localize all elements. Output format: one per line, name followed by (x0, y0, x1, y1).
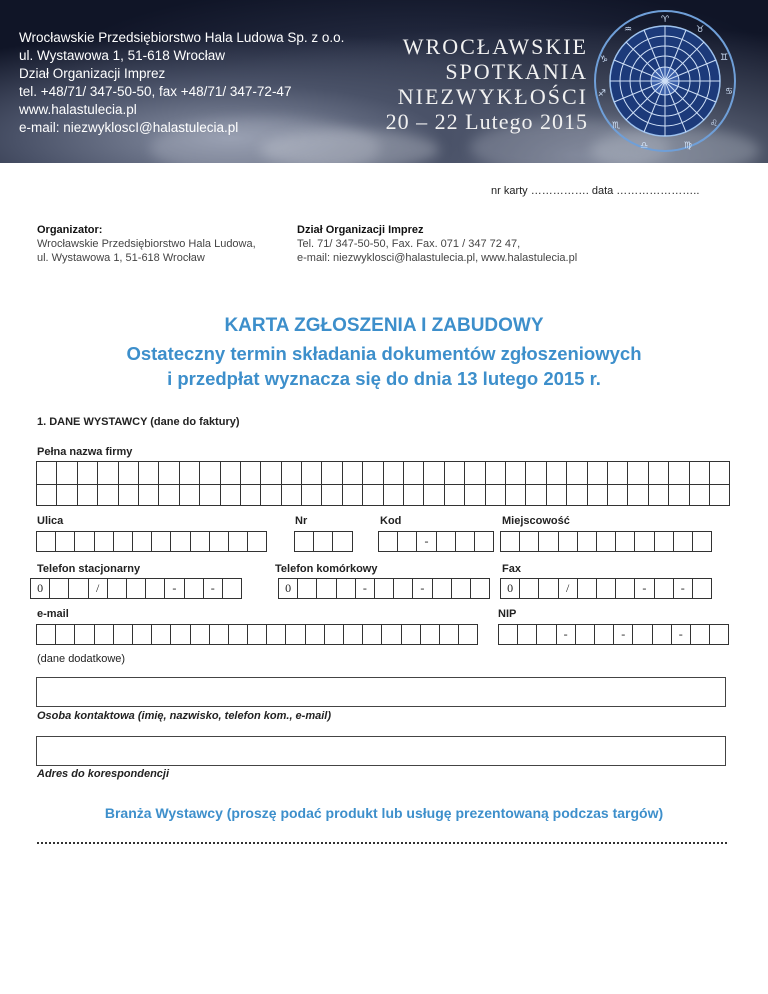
grid-cell[interactable]: / (89, 579, 108, 598)
grid-cell[interactable] (261, 483, 281, 505)
landline-grid[interactable] (30, 578, 242, 599)
organizer-contact-block (19, 29, 344, 137)
grid-cell[interactable] (57, 462, 77, 484)
grid-cell[interactable] (180, 483, 200, 505)
event-title-line: SPOTKANIA (445, 59, 588, 84)
header-banner (0, 0, 768, 163)
grid-cell[interactable] (669, 483, 689, 505)
grid-cell[interactable] (597, 579, 616, 598)
grid-cell[interactable] (567, 462, 587, 484)
grid-cell[interactable] (363, 625, 382, 644)
svg-text:♉: ♉ (695, 25, 705, 35)
grid-cell[interactable] (302, 462, 322, 484)
svg-text:♊: ♊ (719, 53, 729, 63)
grid-cell[interactable] (526, 462, 546, 484)
contact-person-field[interactable] (36, 736, 726, 766)
grid-cell[interactable] (690, 462, 710, 484)
grid-cell[interactable] (433, 579, 452, 598)
grid-cell[interactable] (608, 462, 628, 484)
grid-cell[interactable] (520, 579, 539, 598)
grid-cell[interactable] (114, 532, 133, 551)
grid-cell[interactable] (608, 483, 628, 505)
grid-cell[interactable] (95, 625, 114, 644)
grid-cell[interactable] (306, 625, 325, 644)
grid-cell[interactable] (75, 625, 94, 644)
grid-cell[interactable] (229, 625, 248, 644)
grid-cell[interactable] (421, 625, 440, 644)
grid-cell[interactable] (127, 579, 146, 598)
grid-cell[interactable] (363, 462, 383, 484)
svg-text:♏: ♏ (611, 121, 621, 131)
grid-cell[interactable] (635, 532, 654, 551)
grid-cell[interactable] (520, 532, 539, 551)
svg-text:♈: ♈ (660, 15, 670, 25)
grid-cell[interactable] (37, 483, 57, 505)
grid-cell[interactable] (452, 579, 471, 598)
grid-cell[interactable] (653, 625, 672, 644)
mobile-grid[interactable] (278, 578, 490, 599)
grid-cell[interactable]: 0 (501, 579, 520, 598)
grid-cell[interactable] (133, 532, 152, 551)
full-name-grid-row-2[interactable] (36, 483, 730, 506)
grid-cell[interactable] (506, 462, 526, 484)
department-line: Tel. 71/ 347-50-50, Fax. Fax. 071 / 347 72 47, (297, 238, 521, 250)
grid-cell[interactable] (200, 462, 220, 484)
grid-cell[interactable] (655, 579, 674, 598)
grid-cell[interactable] (191, 532, 210, 551)
grid-cell[interactable] (674, 532, 693, 551)
additional-data-label: (dane dodatkowe) (37, 653, 126, 665)
org-line: tel. +48/71/ 347-50-50, fax +48/71/ 347-72-47 (19, 84, 292, 99)
grid-cell[interactable] (486, 483, 506, 505)
postcode-label: Kod (380, 515, 402, 527)
grid-cell[interactable] (578, 532, 597, 551)
svg-text:♋: ♋ (724, 87, 734, 97)
event-dates: 20 – 22 Lutego 2015 (385, 109, 588, 134)
grid-cell[interactable]: - (672, 625, 691, 644)
event-title (386, 34, 588, 134)
svg-text:♐: ♐ (597, 89, 607, 99)
deadline-line: Ostateczny termin składania dokumentów zgłoszeniowych (126, 343, 642, 364)
grid-cell[interactable] (382, 625, 401, 644)
org-line: Dział Organizacji Imprez (19, 66, 166, 81)
grid-cell[interactable] (465, 483, 485, 505)
grid-cell[interactable] (649, 483, 669, 505)
grid-cell[interactable] (171, 532, 190, 551)
grid-cell[interactable] (180, 462, 200, 484)
grid-cell[interactable] (398, 532, 417, 551)
grid-cell[interactable] (402, 625, 421, 644)
grid-cell[interactable] (159, 483, 179, 505)
grid-cell[interactable] (404, 462, 424, 484)
street-grid[interactable] (36, 531, 267, 552)
grid-cell[interactable] (595, 625, 614, 644)
grid-cell[interactable] (588, 483, 608, 505)
contact-person-label: Osoba kontaktowa (imię, nazwisko, telefon kom., e-mail) (37, 710, 332, 722)
grid-cell[interactable] (221, 483, 241, 505)
grid-cell[interactable] (37, 462, 57, 484)
zodiac-wheel-logo (592, 8, 738, 154)
city-label: Miejscowość (502, 515, 570, 527)
grid-cell[interactable] (241, 462, 261, 484)
grid-cell[interactable] (344, 625, 363, 644)
grid-cell[interactable] (576, 625, 595, 644)
full-name-grid-row-1[interactable] (36, 461, 730, 485)
grid-cell[interactable] (191, 625, 210, 644)
grid-cell[interactable] (404, 483, 424, 505)
grid-cell[interactable] (343, 462, 363, 484)
grid-cell[interactable] (518, 625, 537, 644)
svg-text:♑: ♑ (599, 55, 609, 65)
industry-dotted-line[interactable] (37, 842, 727, 844)
grid-cell[interactable] (649, 462, 669, 484)
grid-cell[interactable] (56, 532, 75, 551)
grid-cell[interactable] (424, 483, 444, 505)
grid-cell[interactable]: - (413, 579, 432, 598)
grid-cell[interactable] (578, 579, 597, 598)
grid-cell[interactable]: / (559, 579, 578, 598)
grid-cell[interactable] (337, 579, 356, 598)
department-heading: Dział Organizacji Imprez (297, 224, 424, 236)
card-number-date-line: nr karty ……………. data ………………….. (491, 185, 700, 197)
grid-cell[interactable] (379, 532, 398, 551)
grid-cell[interactable] (57, 483, 77, 505)
additional-data-field[interactable] (36, 677, 726, 707)
deadline-notice (0, 341, 768, 391)
grid-cell[interactable] (286, 625, 305, 644)
grid-cell[interactable] (691, 625, 710, 644)
event-title-line: WROCŁAWSKIE (402, 34, 588, 59)
grid-cell[interactable]: - (204, 579, 223, 598)
grid-cell[interactable]: - (557, 625, 576, 644)
grid-cell[interactable] (98, 483, 118, 505)
grid-cell[interactable]: 0 (279, 579, 298, 598)
grid-cell[interactable] (241, 483, 261, 505)
grid-cell[interactable] (69, 579, 88, 598)
organizer-line: ul. Wystawowa 1, 51-618 Wrocław (37, 252, 205, 264)
grid-cell[interactable] (539, 532, 558, 551)
grid-cell[interactable] (459, 625, 478, 644)
grid-cell[interactable] (50, 579, 69, 598)
grid-cell[interactable] (526, 483, 546, 505)
grid-cell[interactable] (539, 579, 558, 598)
grid-cell[interactable] (616, 532, 635, 551)
grid-cell[interactable] (317, 579, 336, 598)
grid-cell[interactable]: - (165, 579, 184, 598)
grid-cell[interactable] (223, 579, 242, 598)
grid-cell[interactable] (394, 579, 413, 598)
grid-cell[interactable] (159, 462, 179, 484)
full-name-label: Pełna nazwa firmy (37, 446, 133, 458)
grid-cell[interactable] (261, 462, 281, 484)
grid-cell[interactable] (37, 625, 56, 644)
grid-cell[interactable]: 0 (31, 579, 50, 598)
grid-cell[interactable] (437, 532, 456, 551)
grid-cell[interactable] (152, 625, 171, 644)
correspondence-address-label: Adres do korespondencji (37, 768, 170, 780)
grid-cell[interactable] (440, 625, 459, 644)
nip-label: NIP (498, 608, 517, 620)
nip-grid[interactable] (498, 624, 729, 645)
grid-cell[interactable] (486, 462, 506, 484)
grid-cell[interactable] (616, 579, 635, 598)
grid-cell[interactable] (56, 625, 75, 644)
grid-cell[interactable] (229, 532, 248, 551)
grid-cell[interactable] (75, 532, 94, 551)
organizer-info (37, 223, 256, 265)
grid-cell[interactable] (710, 483, 730, 505)
grid-cell[interactable]: - (417, 532, 436, 551)
grid-cell[interactable] (710, 462, 730, 484)
organizer-line: Wrocławskie Przedsiębiorstwo Hala Ludowa, (37, 238, 256, 250)
org-line: www.halastulecia.pl (19, 102, 137, 117)
grid-cell[interactable] (710, 625, 729, 644)
grid-cell[interactable] (108, 579, 127, 598)
landline-label: Telefon stacjonarny (37, 563, 141, 575)
grid-cell[interactable] (547, 462, 567, 484)
grid-cell[interactable] (295, 532, 314, 551)
grid-cell[interactable] (37, 532, 56, 551)
grid-cell[interactable] (655, 532, 674, 551)
grid-cell[interactable] (221, 462, 241, 484)
organizer-heading: Organizator: (37, 224, 103, 236)
grid-cell[interactable] (133, 625, 152, 644)
grid-cell[interactable] (282, 483, 302, 505)
fax-grid[interactable] (500, 578, 712, 599)
grid-cell[interactable] (98, 462, 118, 484)
grid-cell[interactable] (302, 483, 322, 505)
grid-cell[interactable] (424, 462, 444, 484)
grid-cell[interactable]: - (614, 625, 633, 644)
grid-cell[interactable] (465, 462, 485, 484)
department-info (297, 223, 577, 265)
section-heading: 1. DANE WYSTAWCY (dane do faktury) (37, 416, 240, 428)
grid-cell[interactable] (633, 625, 652, 644)
grid-cell[interactable] (669, 462, 689, 484)
svg-text:♒: ♒ (623, 25, 633, 35)
grid-cell[interactable] (139, 462, 159, 484)
grid-cell[interactable] (325, 625, 344, 644)
grid-cell[interactable] (210, 532, 229, 551)
grid-cell[interactable] (185, 579, 204, 598)
number-label: Nr (295, 515, 308, 527)
grid-cell[interactable] (114, 625, 133, 644)
grid-cell[interactable] (506, 483, 526, 505)
grid-cell[interactable] (322, 462, 342, 484)
grid-cell[interactable] (384, 483, 404, 505)
deadline-line: i przedpłat wyznacza się do dnia 13 lutego 2015 r. (167, 368, 601, 389)
grid-cell[interactable] (78, 462, 98, 484)
org-line: Wrocławskie Przedsiębiorstwo Hala Ludowa Sp. z o.o. (19, 30, 345, 45)
number-grid[interactable] (294, 531, 353, 552)
grid-cell[interactable] (282, 462, 302, 484)
grid-cell[interactable] (78, 483, 98, 505)
grid-cell[interactable]: - (356, 579, 375, 598)
svg-text:♌: ♌ (709, 119, 719, 129)
city-grid[interactable] (500, 531, 712, 552)
street-label: Ulica (37, 515, 64, 527)
grid-cell[interactable] (693, 532, 712, 551)
grid-cell[interactable] (314, 532, 333, 551)
grid-cell[interactable] (597, 532, 616, 551)
grid-cell[interactable]: - (674, 579, 693, 598)
postcode-grid[interactable] (378, 531, 494, 552)
grid-cell[interactable] (119, 462, 139, 484)
grid-cell[interactable] (363, 483, 383, 505)
grid-cell[interactable] (445, 483, 465, 505)
department-line: e-mail: niezwyklosci@halastulecia.pl, www.halastulecia.pl (297, 252, 578, 264)
grid-cell[interactable] (567, 483, 587, 505)
grid-cell[interactable] (384, 462, 404, 484)
grid-cell[interactable] (200, 483, 220, 505)
grid-cell[interactable] (499, 625, 518, 644)
grid-cell[interactable] (139, 483, 159, 505)
grid-cell[interactable] (456, 532, 475, 551)
grid-cell[interactable] (475, 532, 494, 551)
grid-cell[interactable]: - (635, 579, 654, 598)
grid-cell[interactable] (375, 579, 394, 598)
svg-text:♎: ♎ (639, 141, 649, 151)
grid-cell[interactable] (119, 483, 139, 505)
grid-cell[interactable] (298, 579, 317, 598)
org-line: ul. Wystawowa 1, 51-618 Wrocław (19, 48, 225, 63)
event-title-line: NIEZWYKŁOŚCI (397, 84, 588, 109)
grid-cell[interactable] (628, 483, 648, 505)
grid-cell[interactable] (690, 483, 710, 505)
grid-cell[interactable] (343, 483, 363, 505)
grid-cell[interactable] (95, 532, 114, 551)
grid-cell[interactable] (171, 625, 190, 644)
fax-label: Fax (502, 563, 521, 575)
grid-cell[interactable] (628, 462, 648, 484)
grid-cell[interactable] (547, 483, 567, 505)
grid-cell[interactable] (588, 462, 608, 484)
grid-cell[interactable] (559, 532, 578, 551)
grid-cell[interactable] (537, 625, 556, 644)
grid-cell[interactable] (152, 532, 171, 551)
grid-cell[interactable] (501, 532, 520, 551)
grid-cell[interactable] (445, 462, 465, 484)
form-title: KARTA ZGŁOSZENIA I ZABUDOWY (224, 315, 544, 336)
industry-heading: Branża Wystawcy (proszę podać produkt lub usługę prezentowaną podczas targów) (104, 805, 664, 821)
email-label: e-mail (37, 608, 69, 620)
grid-cell[interactable] (146, 579, 165, 598)
org-line: e-mail: niezwykloscI@halastulecia.pl (19, 120, 239, 135)
grid-cell[interactable] (267, 625, 286, 644)
grid-cell[interactable] (248, 532, 267, 551)
grid-cell[interactable] (210, 625, 229, 644)
email-grid[interactable] (36, 624, 478, 645)
grid-cell[interactable] (693, 579, 712, 598)
mobile-label: Telefon komórkowy (275, 563, 378, 575)
svg-text:♍: ♍ (683, 141, 693, 151)
grid-cell[interactable] (322, 483, 342, 505)
grid-cell[interactable] (248, 625, 267, 644)
grid-cell[interactable] (471, 579, 490, 598)
grid-cell[interactable] (333, 532, 352, 551)
